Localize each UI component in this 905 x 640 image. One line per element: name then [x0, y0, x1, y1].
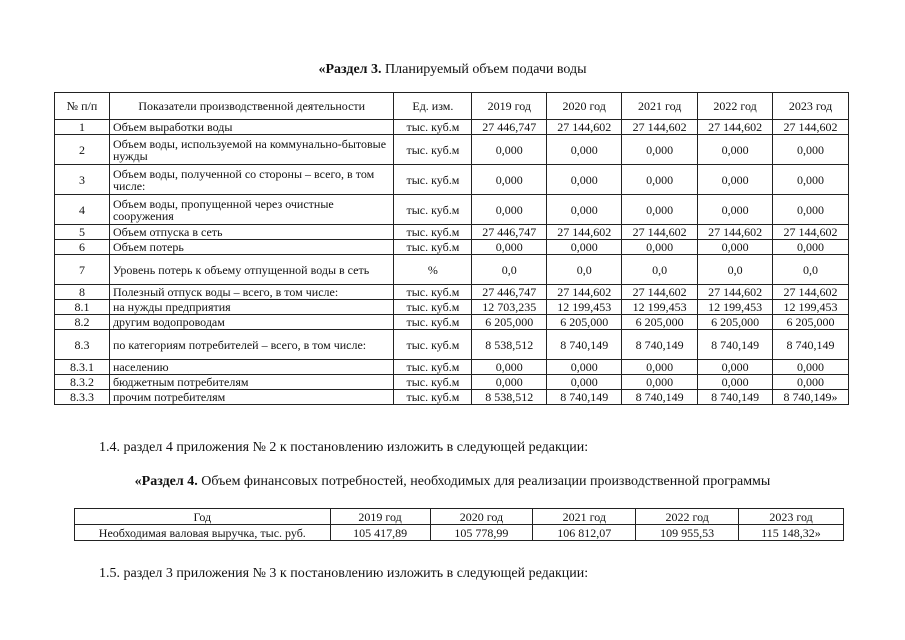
- value-cell: 0,0: [622, 255, 698, 285]
- row-number-cell: 8.1: [55, 300, 110, 315]
- unit-cell: тыс. куб.м: [394, 135, 472, 165]
- value-cell: 0,000: [698, 375, 773, 390]
- value-cell: 8 740,149: [622, 330, 698, 360]
- table-header-row: [75, 509, 844, 525]
- row-number-cell: 8.3.3: [55, 390, 110, 405]
- value-cell: 27 144,602: [698, 285, 773, 300]
- unit-cell: тыс. куб.м: [394, 315, 472, 330]
- table-row: [75, 525, 844, 541]
- table-row: [55, 195, 849, 225]
- table-row: [55, 390, 849, 405]
- table-row: [55, 225, 849, 240]
- header-cell: № п/п: [55, 93, 110, 120]
- value-cell: 12 703,235: [472, 300, 547, 315]
- value-cell: 8 740,149: [547, 330, 622, 360]
- header-cell: 2021 год: [622, 93, 698, 120]
- value-cell: 8 740,149: [773, 330, 849, 360]
- indicator-name-cell: Уровень потерь к объему отпущенной воды в сеть: [109, 255, 394, 285]
- unit-cell: тыс. куб.м: [394, 285, 472, 300]
- value-cell: 27 144,602: [622, 285, 698, 300]
- value-cell: 27 446,747: [472, 285, 547, 300]
- value-cell: 0,000: [773, 195, 849, 225]
- value-cell: 0,000: [547, 135, 622, 165]
- row-number-cell: 8.3: [55, 330, 110, 360]
- unit-cell: тыс. куб.м: [394, 375, 472, 390]
- value-cell: 8 538,512: [472, 330, 547, 360]
- value-cell: 27 144,602: [698, 225, 773, 240]
- value-cell: 27 144,602: [773, 285, 849, 300]
- indicator-name-cell: прочим потребителям: [109, 390, 394, 405]
- value-cell: 0,000: [472, 135, 547, 165]
- indicator-name-cell: населению: [109, 360, 394, 375]
- row-number-cell: 3: [55, 165, 110, 195]
- value-cell: 0,000: [622, 375, 698, 390]
- unit-cell: тыс. куб.м: [394, 240, 472, 255]
- section3-title-text: Планируемый объем подачи воды: [381, 62, 587, 77]
- header-cell: 2020 год: [430, 509, 533, 525]
- value-cell: 8 740,149: [547, 390, 622, 405]
- value-cell: 6 205,000: [472, 315, 547, 330]
- row-number-cell: 4: [55, 195, 110, 225]
- value-cell: 6 205,000: [622, 315, 698, 330]
- header-cell: 2019 год: [330, 509, 430, 525]
- unit-cell: тыс. куб.м: [394, 195, 472, 225]
- section4-title: [0, 474, 905, 490]
- header-cell: 2023 год: [773, 93, 849, 120]
- value-cell: 0,000: [622, 360, 698, 375]
- row-number-cell: 8: [55, 285, 110, 300]
- indicator-name-cell: на нужды предприятия: [109, 300, 394, 315]
- value-cell: 8 740,149»: [773, 390, 849, 405]
- row-number-cell: 5: [55, 225, 110, 240]
- value-cell: 0,000: [773, 240, 849, 255]
- table-row: [55, 315, 849, 330]
- section3-title: [0, 62, 905, 78]
- indicator-name-cell: Объем воды, полученной со стороны – всего, в том числе:: [109, 165, 394, 195]
- value-cell: 27 446,747: [472, 120, 547, 135]
- value-cell: 105 778,99: [430, 525, 533, 541]
- value-cell: 0,000: [622, 240, 698, 255]
- value-cell: 0,000: [773, 135, 849, 165]
- value-cell: 6 205,000: [773, 315, 849, 330]
- value-cell: 6 205,000: [698, 315, 773, 330]
- value-cell: 0,000: [472, 165, 547, 195]
- unit-cell: тыс. куб.м: [394, 360, 472, 375]
- value-cell: 0,0: [773, 255, 849, 285]
- unit-cell: тыс. куб.м: [394, 300, 472, 315]
- value-cell: 0,000: [622, 195, 698, 225]
- unit-cell: тыс. куб.м: [394, 165, 472, 195]
- value-cell: 0,000: [547, 195, 622, 225]
- table-row: [55, 330, 849, 360]
- value-cell: 115 148,32»: [739, 525, 844, 541]
- indicator-name-cell: Объем воды, используемой на коммунально-бытовые нужды: [109, 135, 394, 165]
- row-number-cell: 2: [55, 135, 110, 165]
- table-row: [55, 255, 849, 285]
- unit-cell: %: [394, 255, 472, 285]
- value-cell: 27 144,602: [773, 120, 849, 135]
- value-cell: 0,000: [547, 375, 622, 390]
- row-number-cell: 6: [55, 240, 110, 255]
- table-header-row: [55, 93, 849, 120]
- section3-title-bold: «Раздел 3.: [318, 62, 382, 77]
- value-cell: 0,000: [547, 240, 622, 255]
- value-cell: 0,000: [773, 165, 849, 195]
- table-row: [55, 135, 849, 165]
- table-row: [55, 120, 849, 135]
- header-cell: 2020 год: [547, 93, 622, 120]
- value-cell: 27 144,602: [622, 225, 698, 240]
- value-cell: 0,0: [547, 255, 622, 285]
- unit-cell: тыс. куб.м: [394, 330, 472, 360]
- value-cell: 0,000: [622, 165, 698, 195]
- value-cell: 27 144,602: [547, 120, 622, 135]
- section4-title-bold: «Раздел 4.: [134, 474, 198, 489]
- value-cell: 109 955,53: [636, 525, 739, 541]
- value-cell: 0,000: [698, 240, 773, 255]
- paragraph-1-4: 1.4. раздел 4 приложения № 2 к постановлению изложить в следующей редакции:: [99, 440, 589, 455]
- value-cell: 27 144,602: [622, 120, 698, 135]
- value-cell: 27 144,602: [698, 120, 773, 135]
- unit-cell: тыс. куб.м: [394, 120, 472, 135]
- value-cell: 0,000: [547, 165, 622, 195]
- value-cell: 27 144,602: [547, 225, 622, 240]
- table-row: [55, 375, 849, 390]
- table-row: [55, 165, 849, 195]
- row-number-cell: 8.2: [55, 315, 110, 330]
- value-cell: 0,000: [547, 360, 622, 375]
- value-cell: 106 812,07: [533, 525, 636, 541]
- value-cell: 0,000: [472, 360, 547, 375]
- row-number-cell: 8.3.1: [55, 360, 110, 375]
- value-cell: 0,0: [698, 255, 773, 285]
- financial-needs-table: [74, 508, 844, 541]
- row-label-cell: Необходимая валовая выручка, тыс. руб.: [75, 525, 331, 541]
- header-cell: 2019 год: [472, 93, 547, 120]
- header-cell: 2022 год: [698, 93, 773, 120]
- indicator-name-cell: бюджетным потребителям: [109, 375, 394, 390]
- header-cell: 2022 год: [636, 509, 739, 525]
- paragraph-1-5: 1.5. раздел 3 приложения № 3 к постановлению изложить в следующей редакции:: [99, 566, 589, 581]
- value-cell: 0,000: [472, 195, 547, 225]
- value-cell: 12 199,453: [622, 300, 698, 315]
- header-cell: 2023 год: [739, 509, 844, 525]
- unit-cell: тыс. куб.м: [394, 225, 472, 240]
- value-cell: 27 144,602: [547, 285, 622, 300]
- header-cell: 2021 год: [533, 509, 636, 525]
- water-supply-table: [54, 92, 849, 405]
- value-cell: 0,000: [698, 135, 773, 165]
- indicator-name-cell: Объем потерь: [109, 240, 394, 255]
- header-cell: Ед. изм.: [394, 93, 472, 120]
- table-row: [55, 285, 849, 300]
- value-cell: 27 144,602: [773, 225, 849, 240]
- value-cell: 0,0: [472, 255, 547, 285]
- value-cell: 0,000: [472, 375, 547, 390]
- value-cell: 0,000: [698, 195, 773, 225]
- indicator-name-cell: Объем выработки воды: [109, 120, 394, 135]
- indicator-name-cell: Объем воды, пропущенной через очистные сооружения: [109, 195, 394, 225]
- value-cell: 12 199,453: [698, 300, 773, 315]
- header-cell: Год: [75, 509, 331, 525]
- value-cell: 8 740,149: [622, 390, 698, 405]
- value-cell: 27 446,747: [472, 225, 547, 240]
- table-row: [55, 360, 849, 375]
- row-number-cell: 8.3.2: [55, 375, 110, 390]
- value-cell: 8 740,149: [698, 330, 773, 360]
- indicator-name-cell: Объем отпуска в сеть: [109, 225, 394, 240]
- row-number-cell: 1: [55, 120, 110, 135]
- table-row: [55, 300, 849, 315]
- value-cell: 6 205,000: [547, 315, 622, 330]
- header-cell: Показатели производственной деятельности: [109, 93, 394, 120]
- value-cell: 8 538,512: [472, 390, 547, 405]
- value-cell: 8 740,149: [698, 390, 773, 405]
- value-cell: 0,000: [773, 375, 849, 390]
- unit-cell: тыс. куб.м: [394, 390, 472, 405]
- table-row: [55, 240, 849, 255]
- row-number-cell: 7: [55, 255, 110, 285]
- section4-title-text: Объем финансовых потребностей, необходимых для реализации производственной программы: [197, 474, 771, 489]
- value-cell: 0,000: [698, 360, 773, 375]
- value-cell: 12 199,453: [547, 300, 622, 315]
- value-cell: 105 417,89: [330, 525, 430, 541]
- indicator-name-cell: по категориям потребителей – всего, в том числе:: [109, 330, 394, 360]
- value-cell: 0,000: [773, 360, 849, 375]
- value-cell: 0,000: [622, 135, 698, 165]
- value-cell: 0,000: [698, 165, 773, 195]
- value-cell: 0,000: [472, 240, 547, 255]
- indicator-name-cell: Полезный отпуск воды – всего, в том числе:: [109, 285, 394, 300]
- indicator-name-cell: другим водопроводам: [109, 315, 394, 330]
- value-cell: 12 199,453: [773, 300, 849, 315]
